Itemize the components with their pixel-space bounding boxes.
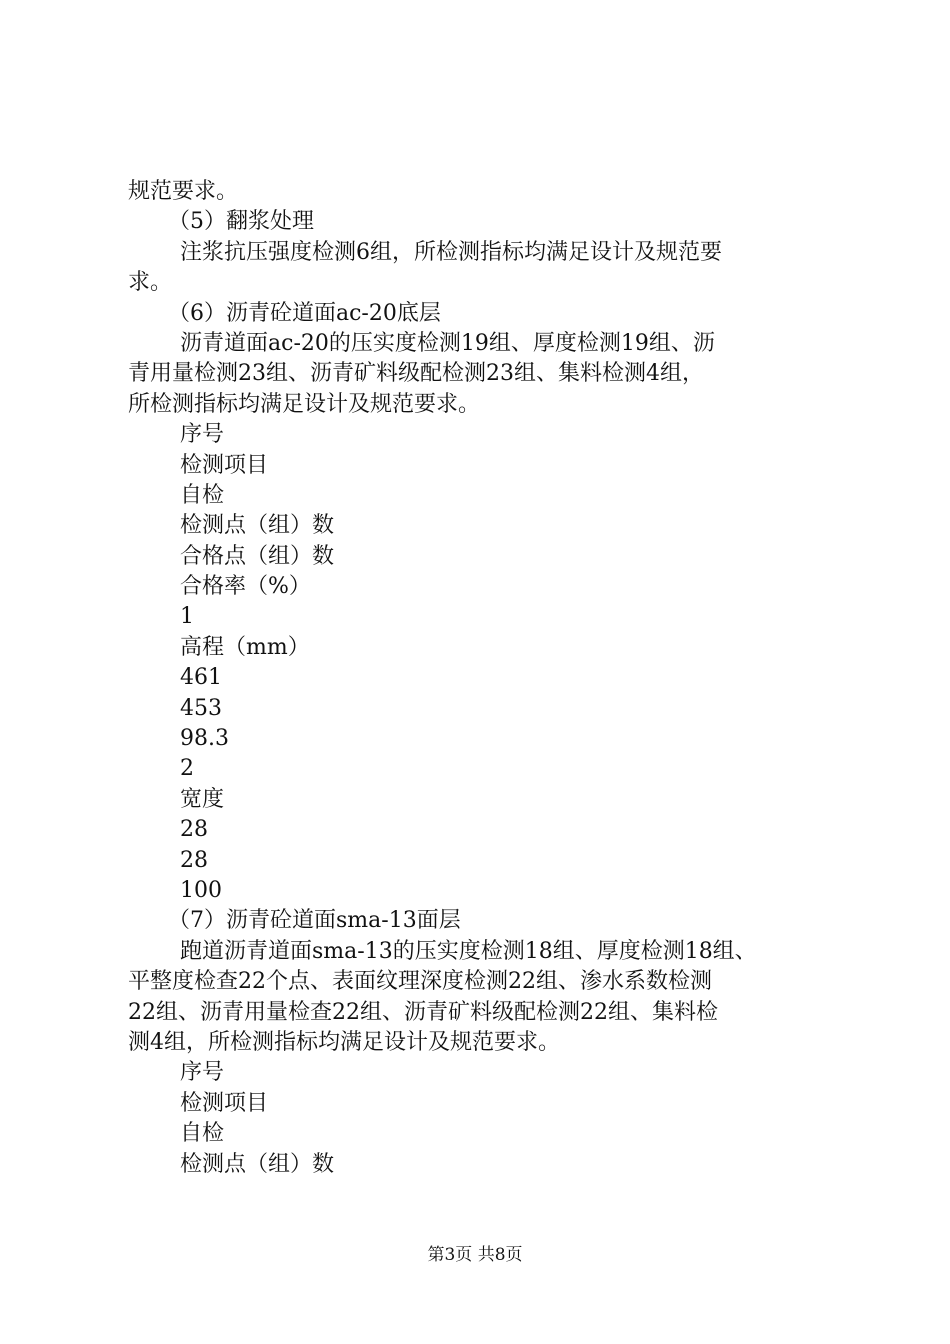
- text-line: 平整度检查22个点、表面纹理深度检测22组、渗水系数检测: [128, 969, 712, 995]
- text-line: 自检: [180, 482, 225, 508]
- text-line: 序号: [180, 422, 225, 448]
- text-line: 自检: [180, 1121, 225, 1147]
- text-line: 沥青道面ac-20的压实度检测19组、厚度检测19组、沥: [180, 330, 715, 356]
- text-line: 所检测指标均满足设计及规范要求。: [128, 391, 481, 417]
- text-line: 453: [180, 695, 222, 721]
- text-line: （5）翻浆处理: [168, 209, 314, 235]
- text-line: 2: [180, 756, 194, 782]
- text-line: 求。: [128, 270, 173, 296]
- text-line: （7）沥青砼道面sma-13面层: [168, 908, 461, 934]
- text-line: 检测项目: [180, 1090, 269, 1116]
- text-line: 序号: [180, 1060, 225, 1086]
- text-line: （6）沥青砼道面ac-20底层: [168, 300, 441, 326]
- text-line: 高程（mm）: [180, 634, 310, 660]
- text-line: 跑道沥青道面sma-13的压实度检测18组、厚度检测18组、: [180, 938, 757, 964]
- text-line: 检测项目: [180, 452, 269, 478]
- text-line: 98.3: [180, 726, 229, 752]
- text-line: 28: [180, 817, 208, 843]
- text-line: 注浆抗压强度检测6组，所检测指标均满足设计及规范要: [180, 239, 722, 265]
- text-line: 28: [180, 847, 208, 873]
- text-line: 测4组，所检测指标均满足设计及规范要求。: [128, 1029, 560, 1055]
- text-line: 检测点（组）数: [180, 1151, 335, 1177]
- text-line: 100: [180, 877, 222, 903]
- page-footer: 第3页 共8页: [427, 1245, 523, 1265]
- text-line: 规范要求。: [128, 179, 239, 204]
- text-line: 合格点（组）数: [180, 543, 335, 569]
- text-line: 22组、沥青用量检查22组、沥青矿料级配检测22组、集料检: [128, 999, 718, 1025]
- text-line: 1: [180, 604, 194, 630]
- text-line: 宽度: [180, 786, 225, 812]
- document-body: [128, 177, 840, 1180]
- text-line: 青用量检测23组、沥青矿料级配检测23组、集料检测4组，: [128, 361, 704, 387]
- text-line: 检测点（组）数: [180, 513, 335, 539]
- text-line: 461: [180, 665, 222, 691]
- text-line: 合格率（%）: [180, 574, 311, 600]
